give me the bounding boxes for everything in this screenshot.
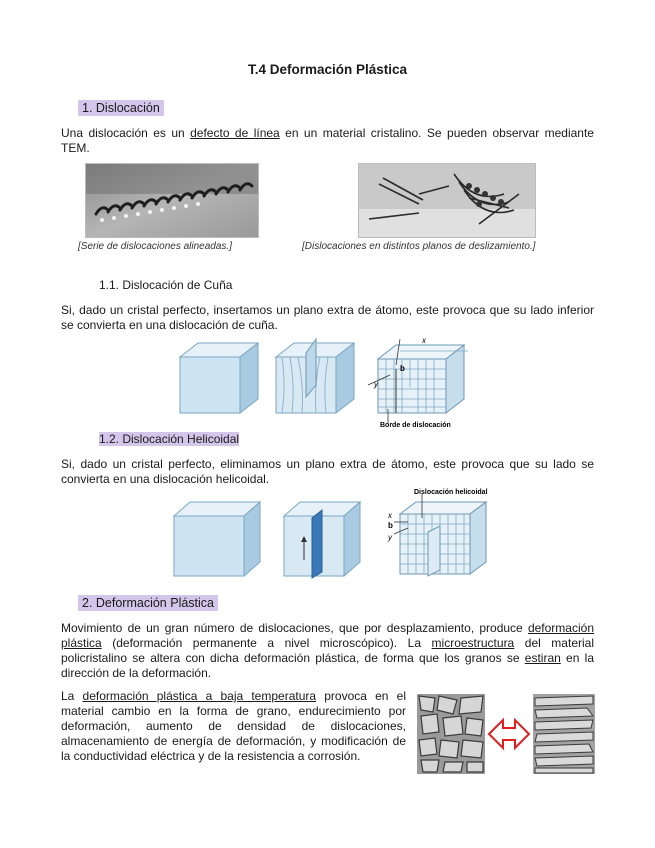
term-microestructura: microestructura [431,636,515,650]
page-title: T.4 Deformación Plástica [247,62,408,77]
paragraph-cuna: Si, dado un cristal perfecto, insertamos un plano extra de átomo, este provoca que su lado inferior se convierta en una dislocación de cuña. [61,303,594,332]
term-deformacion-plastica: deformación plástica [61,621,594,650]
paragraph-deformacion-2: La deformación plástica a baja temperatura provoca en el material cambio en la forma de grano, endurecimiento por deformación, aumento de densidad de dislocaciones, almacenamiento de energía de deformación, y modificación de la conductividad eléctrica y de la resistencia a corrosión. [61,689,406,763]
screw-dislocation-figure [172,488,492,583]
section-heading-deformacion-plastica: 2. Deformación Plástica [78,596,218,610]
term-estiran: estiran [524,651,561,665]
term-defecto-de-linea: defecto de línea [190,126,280,140]
section-heading-dislocacion: 1. Dislocación [78,101,164,115]
cut-plane-cube [284,502,360,578]
axis-y-label: y [374,380,378,389]
edge-dislocation-grid [368,339,468,423]
axis-y-label-2: y [388,533,392,542]
axis-b-label: b [400,364,405,373]
axis-b-label-2: b [388,521,393,530]
term-deformacion-baja-temperatura: deformación plástica a baja temperatura [82,689,317,703]
elongated-grains-micrograph [533,694,595,774]
equiaxed-grains-micrograph [417,694,485,774]
edge-dislocation-figure [178,335,498,430]
paragraph-deformacion-1: Movimiento de un gran número de dislocaciones, que por desplazamiento, produce deformación plástica (deformación permanente a nivel microscópico). La microestructura del material policristalino se altera con dicha deformación plástica, de forma que los granos se estiran en la dirección de la deformación. [61,621,594,680]
screw-dislocation-label: Dislocación helicoidal [414,489,488,496]
axis-x-label-2: x [388,511,392,520]
paragraph-helicoidal: Si, dado un cristal perfecto, eliminamos un plano extra de átomo, este provoca que su lado se convierta en una dislocación helicoidal. [61,457,594,486]
tem-image-slip-planes [358,163,536,238]
grain-deformation-figure [417,694,595,774]
perfect-crystal-cube-2 [174,502,260,576]
paragraph-dislocacion: Una dislocación es un defecto de línea en un material cristalino. Se pueden observar mediante TEM. [61,126,594,155]
caption-slip-planes: [Dislocaciones en distintos planos de deslizamiento.] [302,241,536,252]
extra-plane-cube [276,339,354,413]
subsection-heading-helicoidal: 1.2. Dislocación Helicoidal [99,432,240,446]
double-arrow-icon [489,720,529,748]
screw-dislocation-grid [394,494,486,576]
axis-x-label: x [422,336,426,345]
perfect-crystal-cube [180,343,258,413]
subsection-heading-cuna: 1.1. Dislocación de Cuña [99,278,233,292]
tem-image-aligned-dislocations [85,163,259,238]
caption-aligned-dislocations: [Serie de dislocaciones alineadas.] [78,241,232,252]
edge-dislocation-label: Borde de dislocación [380,422,451,429]
